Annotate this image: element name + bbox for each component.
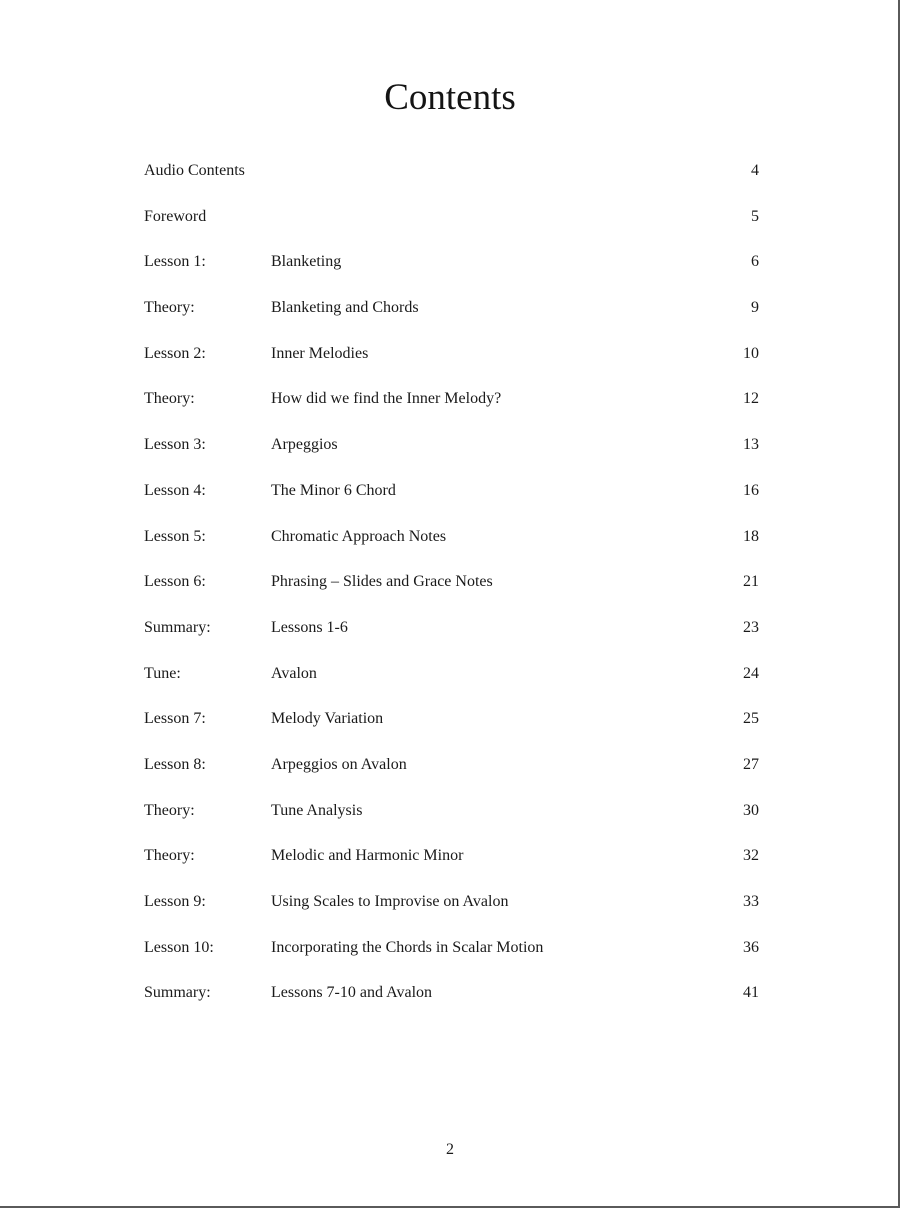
toc-entry-page: 12 bbox=[743, 390, 759, 408]
toc-entry-label: Lesson 9: bbox=[144, 893, 206, 910]
toc-entry-title: Phrasing – Slides and Grace Notes bbox=[271, 573, 493, 591]
toc-entry bbox=[144, 290, 759, 336]
toc-entry bbox=[144, 747, 759, 793]
toc-entry bbox=[144, 244, 759, 290]
toc-entry-label: Lesson 5: bbox=[144, 527, 206, 545]
toc-entry-title: Inner Melodies bbox=[271, 344, 369, 362]
toc-entry-page: 13 bbox=[743, 436, 759, 454]
toc-entry-label: Lesson 3: bbox=[144, 436, 206, 454]
toc-entry-title: Using Scales to Improvise on Avalon bbox=[271, 893, 509, 910]
toc-entry-title: Lessons 7-10 and Avalon bbox=[271, 984, 433, 1002]
toc-entry-page: 10 bbox=[743, 344, 759, 362]
toc-entry-title: Arpeggios bbox=[271, 436, 338, 454]
page-title: Contents bbox=[384, 77, 516, 118]
toc-entry-title: Tune Analysis bbox=[271, 801, 363, 819]
toc-entry bbox=[144, 153, 759, 199]
toc-entry bbox=[144, 381, 759, 427]
table-of-contents bbox=[144, 153, 759, 1021]
toc-entry bbox=[144, 199, 759, 245]
toc-entry-label: Lesson 8: bbox=[144, 755, 206, 773]
toc-entry-title: Blanketing bbox=[271, 253, 342, 271]
toc-entry-label: Summary: bbox=[144, 984, 211, 1002]
toc-entry-label: Lesson 2: bbox=[144, 344, 206, 362]
toc-entry bbox=[144, 975, 759, 1021]
toc-entry-page: 36 bbox=[743, 938, 759, 956]
toc-entry bbox=[144, 656, 759, 702]
toc-entry-title: Chromatic Approach Notes bbox=[271, 527, 447, 545]
toc-entry-title: The Minor 6 Chord bbox=[271, 481, 396, 499]
toc-entry-title: Incorporating the Chords in Scalar Motion bbox=[271, 938, 544, 956]
toc-entry bbox=[144, 610, 759, 656]
toc-entry bbox=[144, 336, 759, 382]
toc-entry-page: 33 bbox=[743, 893, 759, 910]
toc-entry-page: 5 bbox=[751, 207, 759, 225]
toc-entry-label: Audio Contents bbox=[144, 162, 245, 179]
page-number: 2 bbox=[446, 1141, 454, 1158]
toc-entry bbox=[144, 793, 759, 839]
toc-entry bbox=[144, 564, 759, 610]
toc-entry-title: Melody Variation bbox=[271, 710, 384, 728]
toc-entry-page: 23 bbox=[743, 618, 759, 636]
toc-entry-page: 25 bbox=[743, 710, 759, 728]
toc-entry bbox=[144, 519, 759, 565]
toc-entry bbox=[144, 427, 759, 473]
toc-entry-title: Melodic and Harmonic Minor bbox=[271, 847, 464, 865]
toc-entry bbox=[144, 930, 759, 976]
toc-entry-title: How did we find the Inner Melody? bbox=[271, 390, 502, 408]
toc-entry-page: 9 bbox=[751, 299, 759, 317]
toc-entry-page: 16 bbox=[743, 481, 759, 499]
toc-entry bbox=[144, 473, 759, 519]
toc-entry-label: Lesson 7: bbox=[144, 710, 206, 728]
toc-entry bbox=[144, 884, 759, 930]
toc-entry bbox=[144, 701, 759, 747]
toc-entry-page: 24 bbox=[743, 664, 759, 682]
toc-entry-page: 27 bbox=[743, 755, 759, 773]
toc-entry-title: Arpeggios on Avalon bbox=[271, 755, 407, 773]
toc-entry-page: 41 bbox=[743, 984, 759, 1002]
toc-entry-label: Theory: bbox=[144, 299, 195, 317]
toc-entry-label: Lesson 1: bbox=[144, 253, 206, 271]
toc-entry-page: 4 bbox=[751, 162, 759, 179]
toc-entry-page: 18 bbox=[743, 527, 759, 545]
toc-entry-label: Theory: bbox=[144, 847, 195, 865]
toc-entry-label: Theory: bbox=[144, 801, 195, 819]
toc-entry-label: Tune: bbox=[144, 664, 181, 682]
toc-entry-title: Lessons 1-6 bbox=[271, 618, 348, 636]
toc-entry-label: Lesson 6: bbox=[144, 573, 206, 591]
toc-entry-label: Lesson 4: bbox=[144, 481, 206, 499]
toc-entry-label: Theory: bbox=[144, 390, 195, 408]
toc-entry-label: Foreword bbox=[144, 207, 207, 225]
toc-entry-page: 30 bbox=[743, 801, 759, 819]
toc-entry-title: Avalon bbox=[271, 664, 317, 682]
toc-entry-label: Summary: bbox=[144, 618, 211, 636]
toc-entry-title: Blanketing and Chords bbox=[271, 299, 419, 317]
toc-entry-page: 21 bbox=[743, 573, 759, 591]
toc-entry-label: Lesson 10: bbox=[144, 938, 214, 956]
toc-entry bbox=[144, 838, 759, 884]
toc-entry-page: 6 bbox=[751, 253, 759, 271]
toc-entry-page: 32 bbox=[743, 847, 759, 865]
